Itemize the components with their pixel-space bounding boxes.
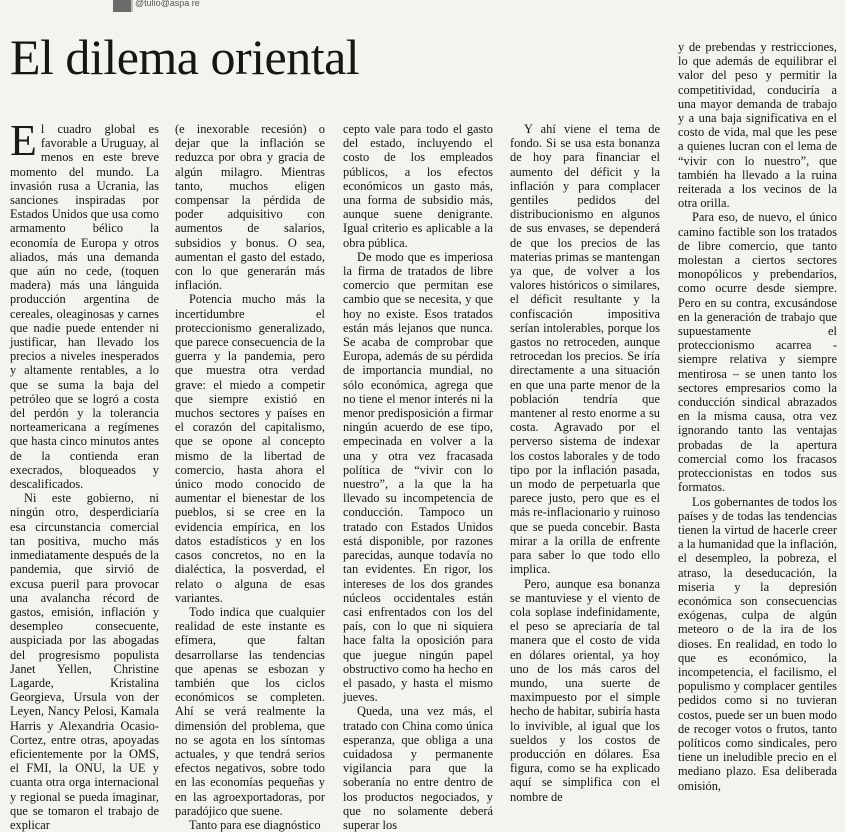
article-paragraph: De modo que es imperiosa la firma de tratados de libre comercio que permitan ese cambio que se necesita, y que hoy no existe. Esos tratados están más lejanos que nunca. Se acaba de comprobar que Europa, además de su pérdida de importancia mundial, no sólo económica, agrega que no tiene el menor interés ni la menor predisposición a firmar ningún acuerdo de ese tipo, empecinada en volver a la una y otra vez fracasada política de “vivir con lo nuestro”, a la que la ha llevado su incompetencia de conducción. Tampoco un tratado con Estados Unidos está disponible, por razones parecidas, aunque todavía no tan evidentes. En rigor, los intereses de los dos grandes núcleos occidentales están casi enfrentados con los del país, con lo que ni siquiera hace falta la oposición para que juegue ningún papel obstructivo como ha hecho en el pasado, y hasta el mismo jueves. bbox=[343, 249, 493, 705]
article-paragraph: Queda, una vez más, el tratado con China como única esperanza, que obliga a una cuidadosa y permanente vigilancia para que la soberanía no entre dentro de los productos negociados, y que no solamente deberá superar los bbox=[343, 704, 493, 832]
article-paragraph: Todo indica que cualquier realidad de este instante es efímera, que faltan desarrollarse las tendencias que apenas se esbozan y también que los ciclos económicos se completen. Ahí se verá realmente la dimensión del problema, que no se agota en los síntomas actuales, y que tendrá serios efectos negativos, sobre todo en las economías pequeñas y en las agroexportadoras, por paradójico que suene. bbox=[175, 604, 325, 818]
article-column-3 bbox=[343, 122, 493, 832]
drop-cap: E bbox=[10, 116, 37, 165]
article-paragraph: Tanto para ese diagnóstico bbox=[189, 817, 321, 832]
article-paragraph: Ni este gobierno, ni ningún otro, desperdiciaría esa circunstancia comercial tan positiva, mucho más inmediatamente después de la pandemia, que sirvió de excusa pueril para provocar una avalancha récord de gastos, emisión, inflación y desempleo consecuente, auspiciada por las abogadas del progresismo populista Janet Yellen, Christine Lagarde, Kristalina Georgieva, Ursula von der Leyen, Nancy Pelosi, Kamala Harris y Alexandria Ocasio-Cortez, entre otras, apoyadas eficientemente por la OMS, el FMI, la ONU, la UE y cuanta otra orga internacional y regional se pueda imaginar, que se tomaron el trabajo de explicar bbox=[10, 491, 159, 832]
article-headline: El dilema oriental bbox=[10, 29, 360, 85]
paragraph-text: l cuadro global es favorable a Uruguay, al menos en este breve momento del mundo. La invasión rusa a Ucrania, las sanciones inspiradas por Estados Unidos que usa como armamento bélico la economía de Europa y otros aliados, más una demanda que aún no cede, (toquen madera) más una lánguida producción argentina de cereales, oleaginosas y carnes que nadie puede entender ni justificar, han llevado los precios a niveles inesperados y altamente rentables, a lo que se suma la baja del petróleo que se logró a costa del perdón y la tolerancia norteamericana a regímenes que hasta cinco minutos antes de la contienda eran execrados, bloqueados y descalificados. bbox=[10, 122, 159, 492]
article-paragraph: Y ahí viene el tema de fondo. Si se usa esta bonanza de hoy para financiar el aumento del déficit y la inflación y para complacer gentiles pedidos del distribucionismo en algunos de sus envases, se dependerá de que los precios de las materias primas se mantengan ya que, de volver a los valores históricos o similares, el déficit resultante y la confiscación impositiva serían intolerables, porque los gastos no retroceden, aunque retrocedan los precios. Se iría directamente a una situación en que una parte menor de la población tendría que mantener al resto enorme a su costa. Agravado por el perverso sistema de indexar los costos laborales y de todo tipo por la inflación pasada, un modo de perpetuarla que parece justo, pero que es el más re-inflacionario y ruinoso que se pueda concebir. Basta mirar a la orilla de enfrente para saber lo que todo ello implica. bbox=[510, 122, 660, 577]
article-paragraph: cepto vale para todo el gasto del estado, incluyendo el costo de los empleados públicos, a los efectos económicos un gasto más, una forma de subsidio más, aunque suene denigrante. Igual criterio es aplicable a la obra pública. bbox=[343, 122, 493, 250]
article-column-2 bbox=[175, 122, 325, 832]
article-column-4 bbox=[510, 122, 660, 804]
article-paragraph: Pero, aunque esa bonanza se mantuviese y el viento de cola soplase indefinidamente, el peso se apreciaría de tal manera que el costo de vida en dólares oriental, ya hoy uno de los más caros del mundo, una suerte de maximpuesto por el simple hecho de habitar, subiría hasta lo invivible, al igual que los sueldos y los costos de producción en dólares. Esa figura, como se ha explicado aquí se simplifica con el nombre de bbox=[510, 576, 660, 804]
author-avatar bbox=[113, 0, 133, 12]
article-paragraph bbox=[10, 116, 159, 492]
top-strip bbox=[0, 0, 845, 12]
article-paragraph: Para eso, de nuevo, el único camino factible son los tratados de libre comercio, que tanto molestan a ciertos sectores monopólicos y prebendarios, como ocurre desde siempre. Pero en su contra, excusándose en la generación de trabajo que supuestamente el proteccionismo acarrea - siempre relativa y siempre mentirosa – se unen tanto los sectores empresarios como la conducción sindical abrazados en la misma causa, otra vez ignorando tanto las ventajas probadas de la apertura comercial como los fracasos proteccionistas en todos sus formatos. bbox=[678, 210, 837, 495]
article-paragraph: Los gobernantes de todos los países y de todas las tendencias tienen la virtud de hacerle creer a la humanidad que la inflación, el desempleo, la pobreza, el atraso, la deseducación, la miseria y la depresión económica son consecuencias exógenas, culpa de algún meteoro o de la ira de los dioses. En realidad, en todo lo que es económico, la incompetencia, el facilismo, el populismo y complacer gentiles pedidos como si no tuvieran costos, puede ser un buen modo de recoger votos o frutos, tanto políticos como sindicales, pero tiene un ineludible precio en el mediano plazo. Esa deliberada omisión, bbox=[678, 494, 837, 793]
article-column-1 bbox=[10, 116, 159, 832]
article-column-5 bbox=[678, 40, 837, 793]
article-paragraph: y de prebendas y restricciones, lo que además de equilibrar el valor del peso y permitir la competitividad, conduciría a una mayor demanda de trabajo y a una baja significativa en el costo de vida, mal que les pese a quienes lucran con el lema de “vivir con lo nuestro”, que también ha llevado a la ruina reiterada a los vecinos de la otra orilla. bbox=[678, 40, 837, 211]
article-paragraph: Potencia mucho más la incertidumbre el proteccionismo generalizado, que parece consecuencia de la guerra y la pandemia, pero que muestra otra verdad grave: el miedo a competir que siempre existió en muchos sectores y países en el corazón del capitalismo, que se opone al concepto mismo de la libertad de comercio, hasta ahora el único modo conocido de aumentar el bienestar de los pueblos, si se cree en la evidencia empírica, en los datos estadísticos y en los casos concretos, no en la dialéctica, la posverdad, el relato o alguna de esas variantes. bbox=[175, 292, 325, 605]
author-handle: @tulio@aspa re bbox=[135, 0, 200, 8]
article-paragraph: (e inexorable recesión) o dejar que la inflación se reduzca por obra y gracia de algún milagro. Mientras tanto, muchos eligen compensar la pérdida de poder adquisitivo con aumentos de salarios, subsidios y bonus. O sea, aumentan el gasto del estado, con lo que generarán más inflación. bbox=[175, 122, 325, 293]
